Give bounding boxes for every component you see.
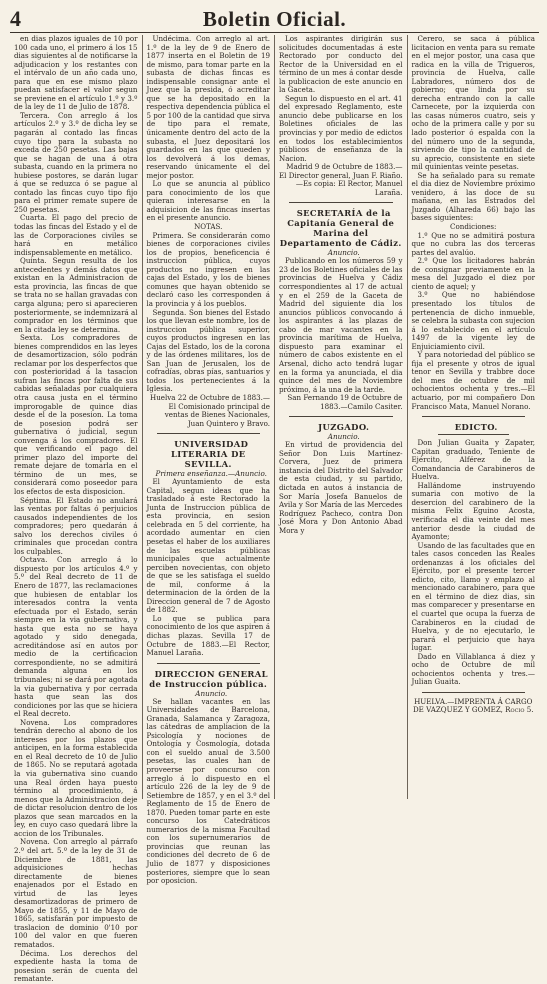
section-title-universidad: UNIVERSIDAD LITERARIA DE SEVILLA. — [170, 439, 249, 470]
divider — [289, 416, 393, 417]
page-title: Boletin Oficial. — [202, 7, 347, 31]
paragraph: Octava. Con arreglo á lo dispuesto por los artículos 4.º y 5.º del Real decreto de 11 de Enero de 1877, las reclamaciones que hubiesen de entablar los interesados contra la venta efectuada por el Estado, serán siempre en la via gubernativa, y hasta que esta no se haya agotado y sido denegada, acreditándose así en autos por medio de la certificacion correspondiente, no se admitirá demanda alguna en los tribunales; ni se dará por agotada la via gubernativa y por cerrada hasta que sean las dos condiciones por las que se hiciera el Real decreto. — [14, 555, 138, 719]
divider — [157, 433, 261, 434]
paragraph: Don Julian Guaita y Zapater, Capitan graduado, Teniente de Ejército, Alférez de la Comandancia de Carabineros de Huelva. — [411, 438, 535, 482]
paragraph: Se hallan vacantes en las Universidades de Barcelona, Granada, Salamanca y Zaragoza, las cátedras de ampliacion de la Psicología y nociones de Ontología y Cosmología, dotada con el sueldo anual de 3.500 pesetas, las cuales han de proveerse por concurso con arreglo á lo dispuesto en el artículo 226 de la ley de 9 de Setiembre de 1857, y en el 3.º del Reglamento de 15 de Enero de 1870. Pueden tomar parte en este concurso los Catedráticos numerarios de la misma Facultad con los supernumerarios de provincias que reunan las condiciones del decreto de 6 de Julio de 1877 y disposiciones posteriores, siempre que lo sean por oposicion. — [146, 696, 270, 886]
column-2 — [143, 34, 276, 886]
section-title-secretaria: SECRETARÍA de la Capitanía General de Marina del Departamento de Cádiz. — [279, 208, 402, 249]
paragraph: Cerero, se saca á pública licitacion en venta para su remate en el mejor postor, una casa que radica en la villa de Trigueros, provincia de Huelva, calle Labradores, número dos de gobierno; que linda por su derecha entrando con la calle Carnecete, por la izquierda con las casas números cuatro, seis y ocho de la primera calle y por su lado posterior ó espalda con la del número uno de la segunda, sirviendo de tipo la cantidad de su aprecio, consistente en siete mil quinientas veinte pesetas. — [411, 34, 535, 172]
column-1 — [10, 34, 143, 984]
paragraph: Lo que se anuncia al público para conocimiento de los que quieran interesarse en la adquisicion de las fincas insertas en el presente anuncio. — [146, 179, 270, 223]
divider — [422, 692, 526, 693]
divider — [157, 663, 261, 664]
signature: San Fernando 19 de Octubre de 1883.—Camilo Casiter. — [287, 393, 403, 411]
paragraph: Se ha señalado para su remate el dia diez de Noviembre próximo venidero, á las doce de su mañana, en las Estrados del Juzgado (Alhareda 66) bajo las bases siguientes: — [411, 170, 535, 223]
paragraph: Décima. Los derechos del expediente hasta la toma de posesion serán de cuenta del rematante. — [14, 948, 138, 984]
section-title-direccion: DIRECCION GENERAL de Instruccion pública. — [149, 668, 268, 689]
section-subtitle: Anuncio. — [327, 248, 360, 258]
paragraph: 3.º Que no habiéndose presentado los títulos de pertenencia de dicho inmueble, se celebra la subasta con sujecion á lo establecido en el artículo 1497 de la vigente ley de Enjuiciamiento civil. — [411, 290, 535, 351]
paragraph: Y para notoriedad del público se fija el presente y otros de igual tenor en Sevilla y trabbre doce del mes de octubre de mil ochocientos ochenta y tres.—El actuario, por mi compañero Don Francisco Mata, Manuel Norano. — [411, 350, 535, 411]
paragraph: Publicando en los números 59 y 23 de los Boletines oficiales de las provincias de Huelva y Cádiz correspondientes al 17 de actual y en el 259 de la Gaceta de Madrid del siguiente dia los anuncios públicos convocando á los aspirantes á las plazas de cabo de mar vacantes en la provincia marítima de Huelva, dispuesto para examinar el número de cabos existente en el Arsenal, dicho acto tendrá lugar en la forma ya anunciada, el dia quince del mes de Noviembre próximo, á la una de la tarde. — [279, 256, 403, 394]
section-subtitle: Primera enseñanza.—Anuncio. — [155, 469, 267, 479]
divider — [438, 434, 510, 435]
paragraph: Quinta. Segun resulta de los antecedentes y demás datos que existan en la Administracion de esta provincia, las fincas de que se trata no se hallan gravadas con carga alguna; pero si aparecieren posteriormente, se indemnizará al comprador en los términos que en la citada ley se determina. — [14, 256, 138, 334]
paragraph: 1.º Que no se admitirá postura que no cubra las dos terceras partes del avalúo. — [411, 230, 535, 257]
section-subtitle: Anuncio. — [327, 432, 360, 442]
notes-heading: NOTAS. — [194, 222, 223, 232]
paragraph: Undécima. Con arreglo al art. 1.º de la ley de 9 de Enero de 1877 inserta en el Boletin de 19 de mismo, para tomar parte en la subasta de dichas fincas es indispensable consignar ante el Juez que la presida, ó acreditar que se ha depositado en la respectiva dependencia pública el 5 por 100 de la cantidad que sirva de tipo para el remate, únicamente dentro del acto de la subasta, el Juez depositará los guardados en las que queden y los devolverá á los demas, reservando únicamente el del mejor postor. — [146, 34, 270, 180]
columns — [10, 34, 539, 984]
section-subtitle: Anuncio. — [195, 688, 228, 698]
divider — [422, 416, 526, 417]
paragraph: Segun lo dispuesto en el art. 41 del expresado Reglamento, este anuncio debe publicarse en los Boletines oficiales de las provincias y por medio de edictos en todos los establecimientos públicos de enseñanza de la Nacion. — [279, 93, 403, 163]
column-3 — [275, 35, 408, 799]
paragraph: Lo que se publica para conocimiento de los que aspiren á dichas plazas. Sevilla 17 de Octubre de 1883.—El Rector, Manuel Laraña. — [146, 613, 270, 658]
paragraph: El Ayuntamiento de esta Capital, segun ideas que ha trasladado á este Rectorado la Junta de Instruccion pública de esta provincia, en sesion celebrada en 5 del corriente, ha acordado aumentar en cien pesetas el haber de los auxiliares de las escuelas públicas municipales que actualmente perciben novecientas, con objeto de que se les satisfaga el sueldo de mil, conforme á la determinacion de la órden de la Direccion general de 7 de Agosto de 1882. — [146, 477, 270, 615]
paragraph: Novena. Los compradores tendrán derecho al abono de los intereses por los plazos que anticipen, en la forma establecida en el Real decreto de 10 de Julio de 1865. No se reputará agotada la via gubernativa sino cuando una Real órden haya puesto término al procedimiento, á menos que la Administracion deje de dictar resolucion dentro de los plazos que sean marcados en la ley, en cuyo caso quedará libre la accion de los Tribunales. — [14, 717, 138, 838]
paragraph: Segunda. Son bienes del Estado los que llevan este nombre, los de instruccion pública superior, cuyos productos ingresen en las Cajas del Estado, los de la corona y de las órdenes militares, los de San Juan de Jerusalen, los de cofradías, obras pías, santuarios y todos los pertenecientes á la Iglesia. — [146, 307, 270, 394]
paragraph: en dias plazos iguales de 10 por 100 cada uno, el primero á los 15 dias siguientes al de notificarse la adjudicacion y los restantes con el intérvalo de un año cada uno, para que en ese mismo plazo puedan satisfacer el valor segun se previene en el artículo 1.º y 3.º de la ley de 11 de Julio de 1878. — [14, 34, 138, 112]
divider — [289, 202, 393, 203]
page-number: 4 — [10, 6, 21, 31]
section-title-edicto: EDICTO. — [454, 422, 498, 433]
paragraph: Primera. Se considerarán como bienes de corporaciones civiles los de propios, beneficencia é instruccion pública, cuyos productos no ingresen en las cajas del Estado, y los de bienes comunes que hayan obtenido se declaró caso les corresponden á la provincia y á los pueblos. — [146, 230, 270, 308]
masthead — [10, 6, 539, 33]
paragraph: Usando de las facultades que en tales casos conceden las Reales ordenanzas á los oficiales del Ejército, por el presente tercer edicto, cito, llamo y emplazo al mencionado carabinero, para que en el término de diez dias, sin mas comparecer y presentarse en el cuartel que ocupa la fuerza de Carabineros en la ciudad de Huelva, y de no ejecutarlo, le parará el perjuicio que haya lugar. — [411, 540, 535, 653]
paragraph: Tercera. Con arreglo á los artículos 2.º y 3.º de dicha ley se pagarán al contado las fincas cuyo tipo para la subasta no exceda de 250 pesetas. Las bajas que se hagan de una á otra subasta, cuando en la primera no hubiese postores, se darán lugar á que se reduzca ó se pague al contado las fincas cuyo tipo fijo para el primer remate supere de 250 pesetas. — [14, 110, 138, 214]
paragraph: Cuarta. El pago del precio de todas las fincas del Estado y el de las de Corporaciones civiles se hará en metálico indispensablemente en metálico. — [14, 213, 138, 257]
section-title-juzgado: JUZGADO. — [318, 422, 370, 433]
paragraph: Hallándome instruyendo sumaria con motivo de la desercion del carabinero de la misma Felix Eguino Acosta, verificada el dia veinte del mes anterior desde la ciudad de Ayamonte; — [411, 480, 535, 542]
paragraph: Sexta. Los compradores de bienes comprendidos en las leyes de desamortizacion, sólo podrán reclamar por los desperfectos que con posterioridad á la tasacion sufran las fincas por falta de sus cabidas señaladas por cualquiera otra causa justa en el término improrogable de quince dias desde el de la posesion. La toma de posesion podrá ser gubernativa ó judicial, segun convenga á los compradores. El que verificando el pago del primer plazo del importe del remate dejare de tomarla en el término de un mes, se considerará como poseedor para los efectos de esta disposicion. — [14, 333, 138, 496]
paragraph: 2.º Que los licitadores habrán de consignar previamente en la mesa del Juzgado el diez por ciento de aquel; y — [411, 256, 535, 291]
paragraph: Séptima. El Estado no anulará las ventas por faltas ó perjuicios causados independientes de los compradores; pero quedarán á salvo los derechos civiles ó criminales que procedan contra los culpables. — [14, 495, 138, 556]
conditions-heading: Condiciones: — [450, 222, 497, 232]
column-4 — [408, 35, 540, 799]
printer-imprint: HUELVA.—IMPRENTA Á CARGO DE VAZQUEZ Y GOMEZ, Rocio 5. — [412, 696, 534, 715]
paragraph: Los aspirantes dirigirán sus solicitudes documentadas á este Rectorado por conducto del Rector de la Universidad en el término de un mes á contar desde la publicacion de este anuncio en la Gaceta. — [279, 34, 403, 95]
paragraph: En virtud de providencia del Señor Don Luis Martínez-Corvera, Juez de primera instancia del Distrito del Salvador de esta ciudad, y su partido, dictada en autos á instancia de Sor María Josefa Banuelos de Avila y Sor María de las Mercedes Rodríguez Pacheco, contra Don José Mora y Don Antonio Abad Mora y — [279, 440, 403, 535]
signature: Huelva 22 de Octubre de 1883.—El Comisionado principal de ventas de Bienes Nacionales, Juan Quintero y Bravo. — [150, 392, 270, 428]
signature: Madrid 9 de Octubre de 1883.—El Director general, Juan F. Riaño.—Es copia: El Rector, Manuel Laraña. — [279, 162, 403, 197]
paragraph: Dado en Villablanca á diez y ocho de Octubre de mil ochocientos ochenta y tres.—Julian Guaita. — [411, 651, 535, 687]
paragraph: Novena. Con arreglo al párrafo 2.º del art. 5.º de la ley de 31 de Diciembre de 1881, las adquisiciones hechas directamente de bienes enajenados por el Estado en virtud de las leyes desamortizadoras de primero de Mayo de 1855, y 11 de Mayo de 1865, satisfarán por impuesto de traslacion de dominio 0'10 por 100 del valor en que fueren rematados. — [14, 837, 138, 949]
